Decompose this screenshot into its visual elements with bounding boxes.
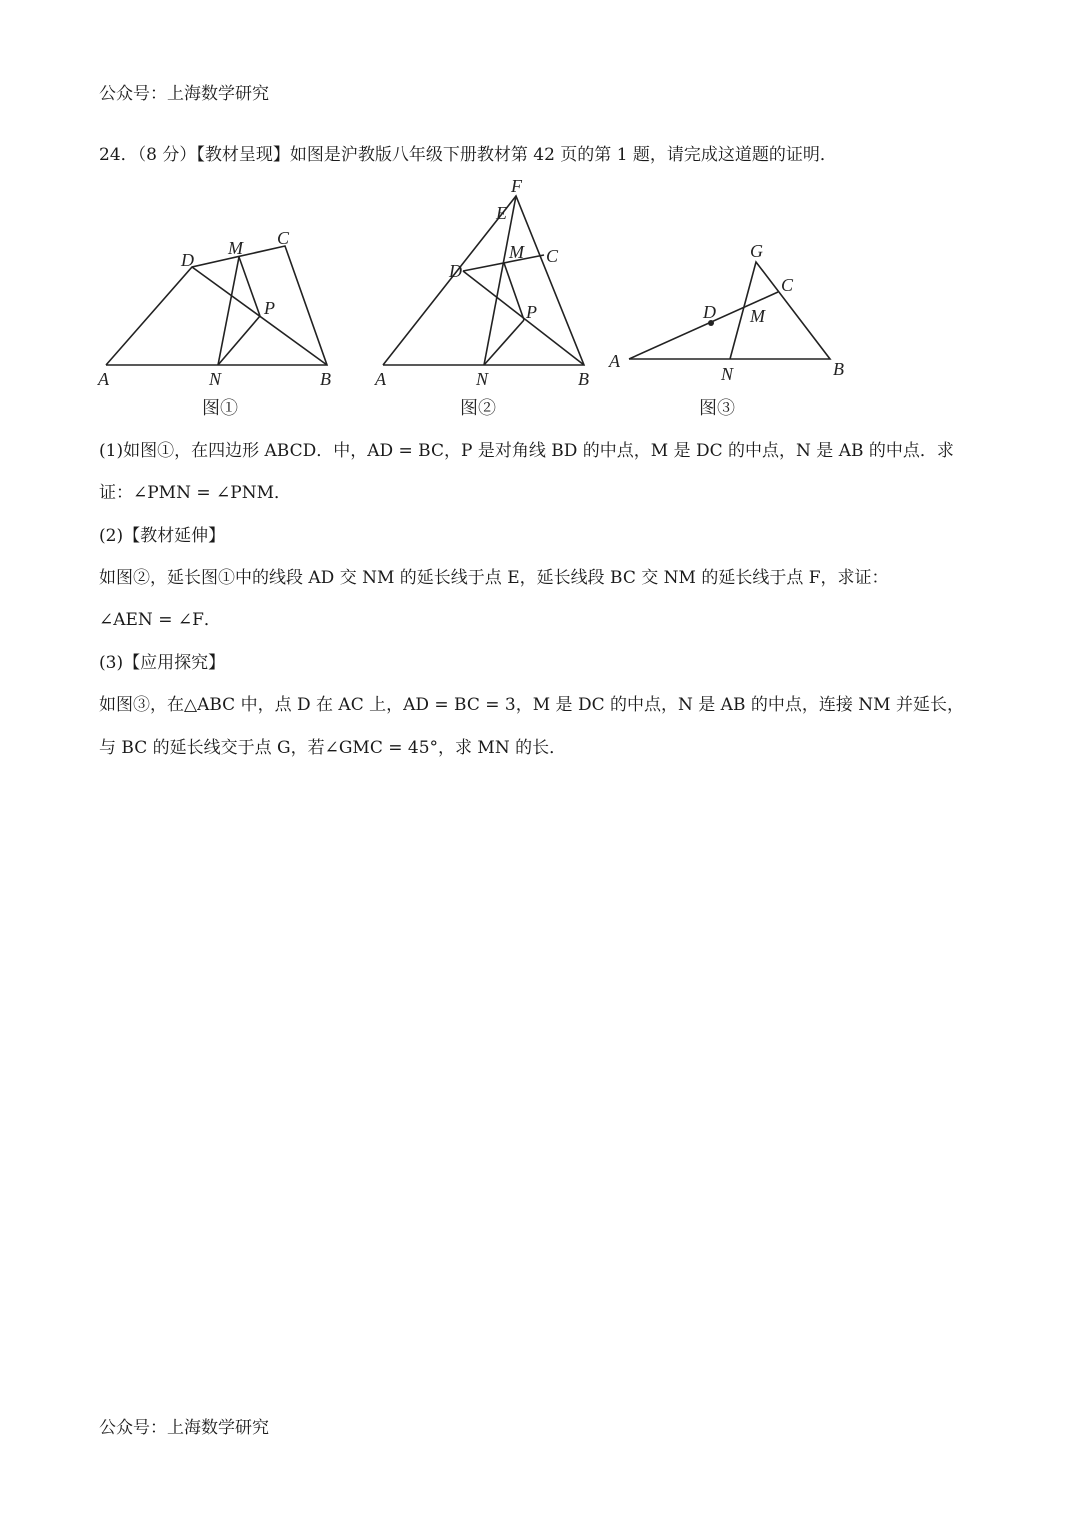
segment-np bbox=[484, 320, 524, 365]
label-b: B bbox=[833, 359, 844, 379]
part2-line1: 如图②，延长图①中的线段 AD 交 NM 的延长线于点 E，延长线段 BC 交 NM 的延长线于点 F，求证： bbox=[99, 568, 889, 588]
label-c: C bbox=[781, 275, 794, 295]
segment-np bbox=[218, 316, 260, 365]
part1-line1: (1)如图①，在四边形 ABCD．中，AD = BC，P 是对角线 BD 的中点，M 是 DC 的中点，N 是 AB 的中点．求 bbox=[99, 441, 954, 461]
label-b: B bbox=[578, 369, 589, 389]
page-header: 公众号：上海数学研究 bbox=[99, 84, 269, 104]
part3-title: (3)【应用探究】 bbox=[99, 653, 226, 673]
figure-1 bbox=[97, 228, 331, 389]
figure-2-caption: 图② bbox=[460, 398, 496, 418]
figure-3-caption: 图③ bbox=[699, 398, 735, 418]
label-m: M bbox=[750, 306, 765, 326]
label-f: F bbox=[511, 176, 522, 196]
label-n: N bbox=[209, 369, 222, 389]
figure-2 bbox=[374, 176, 589, 389]
label-d: D bbox=[449, 261, 462, 281]
label-c: C bbox=[277, 228, 290, 248]
question-intro: 24．（8 分）【教材呈现】如图是沪教版八年级下册教材第 42 页的第 1 题，请完成这道题的证明． bbox=[99, 145, 837, 165]
label-a: A bbox=[98, 369, 109, 389]
label-p: P bbox=[526, 302, 537, 322]
triangle-and-gn bbox=[629, 262, 830, 359]
part2-title: (2)【教材延伸】 bbox=[99, 526, 226, 546]
label-d: D bbox=[703, 302, 716, 322]
label-n: N bbox=[476, 369, 489, 389]
label-d: D bbox=[181, 250, 194, 270]
label-m: M bbox=[509, 242, 524, 262]
label-b: B bbox=[320, 369, 331, 389]
part1-line2: 证：∠PMN = ∠PNM． bbox=[99, 483, 291, 503]
page-footer: 公众号：上海数学研究 bbox=[99, 1418, 269, 1438]
triangle-abf bbox=[383, 196, 584, 365]
label-g: G bbox=[750, 241, 763, 261]
part2-line2: ∠AEN = ∠F． bbox=[99, 610, 221, 630]
part3-line2: 与 BC 的延长线交于点 G，若∠GMC = 45°，求 MN 的长． bbox=[99, 738, 567, 758]
part3-line1: 如图③，在△ABC 中，点 D 在 AC 上，AD = BC = 3，M 是 DC 的中点，N 是 AB 的中点，连接 NM 并延长， bbox=[99, 695, 964, 715]
label-e: E bbox=[496, 203, 507, 223]
label-a: A bbox=[609, 351, 620, 371]
label-c: C bbox=[546, 246, 559, 266]
label-n: N bbox=[721, 364, 734, 384]
label-p: P bbox=[264, 298, 275, 318]
label-a: A bbox=[375, 369, 386, 389]
label-m: M bbox=[228, 238, 243, 258]
figure-1-caption: 图① bbox=[202, 398, 238, 418]
segment-mn bbox=[218, 257, 239, 365]
quadrilateral-abcd bbox=[106, 246, 327, 365]
figure-3 bbox=[608, 241, 844, 384]
segment-mp bbox=[239, 257, 260, 316]
geometry-figures bbox=[0, 170, 1080, 430]
